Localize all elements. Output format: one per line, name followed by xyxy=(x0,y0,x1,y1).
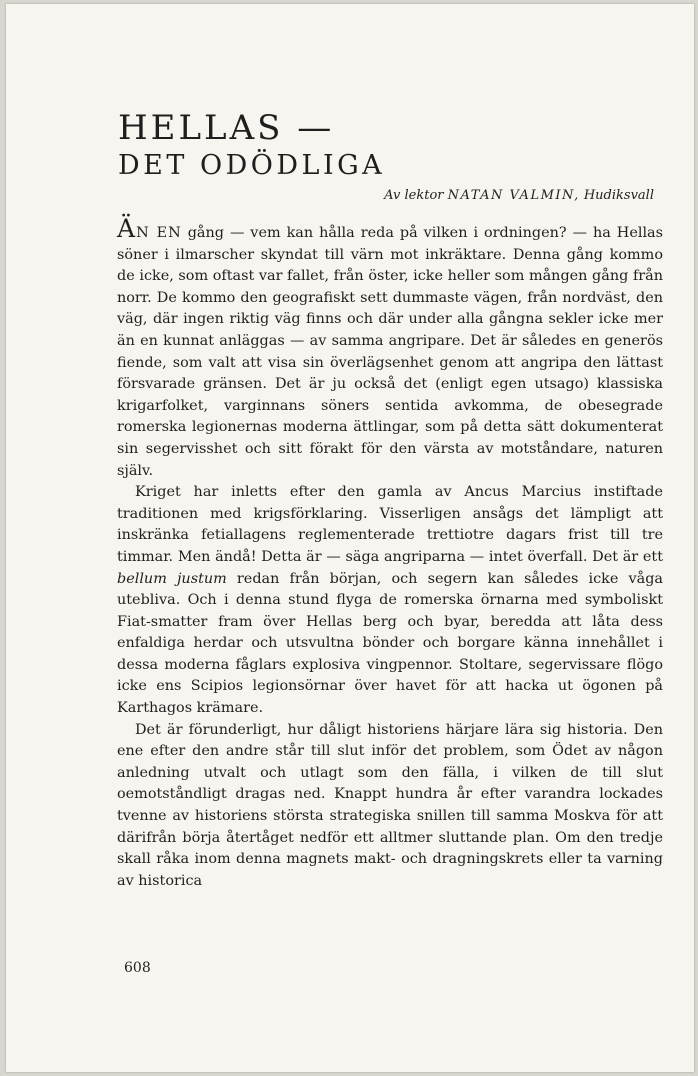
title-line-1: HELLAS — xyxy=(118,107,335,148)
byline xyxy=(384,188,654,203)
paragraph-3-text: Det är förunderligt, hur dåligt historiens härjare lära sig historia. Den ene efter den andre står till slut inför det problem, som Ödet av någon anledning utvalt och utlagt som den fälla, i vilken de till slut oemotståndligt dragas ned. Knappt hundra år efter varandra lockades tvenne av historiens största strategiska snillen till samma Moskva för att därifrån börja återtåget nedför ett alltmer sluttande plan. Om den tredje skall råka inom denna magnets makt- och dragningskrets eller ta varning av historica xyxy=(117,721,663,889)
italic-phrase: bellum justum xyxy=(117,570,227,587)
article-body xyxy=(117,214,664,892)
article-title xyxy=(118,109,385,185)
small-caps-opening: N EN xyxy=(136,225,182,241)
paragraph-1-text: gång — vem kan hålla reda på vilken i ordningen? — ha Hellas söner i ilmarscher skyndat till värn mot inkräktare. Denna gång kommo de icke, som oftast var fallet, från öster, icke heller som mången gång från norr. De kommo den geografiskt sett dummaste vägen, från nordväst, den väg, där ingen riktig väg finns och där under alla gångna sekler icke mer än en kunnat anläggas — av samma angripare. Det är således en generös fiende, som valt att visa sin överlägsenhet genom att angripa den lättast försvarade gränsen. Det är ju också det (enligt egen utsago) klassiska krigarfolket, varginnans söners sentida avkomma, de obesegrade romerska legionernas moderna ättlingar, som på detta sätt dokumenterat sin segervisshet och sitt förakt för den värsta av motståndare, naturen själv. xyxy=(117,225,664,479)
paragraph-3 xyxy=(117,720,663,893)
author-place: Hudiksvall xyxy=(583,188,654,203)
byline-prefix: Av lektor xyxy=(384,188,444,203)
paragraph-1 xyxy=(117,214,664,482)
paragraph-2-text-before: Kriget har inletts efter den gamla av Ancus Marcius instiftade traditionen med krigsförklaring. Visserligen ansågs det lämpligt att inskränka fetiallagens reglementerade trettiotre dagars frist till tre timmar. Men ändå! Detta är — säga angriparna — intet överfall. Det är ett xyxy=(117,484,663,565)
magazine-page xyxy=(6,4,694,1072)
title-line-2: DET ODÖDLIGA xyxy=(118,149,386,181)
drop-cap: Ä xyxy=(117,214,137,243)
paragraph-2-text-after: redan från början, och segern kan således icke våga utebliva. Och i denna stund flyga de romerska örnarna med symboliskt Fiat-smatter fram över Hellas berg och byar, beredda att låta dess enfaldiga herdar och utsvultna bönder och borgare känna innehållet i dessa moderna fåglars explosiva vingpennor. Stoltare, segervissare flögo icke ens Scipios legionsörnar över havet för att hacka ut ögonen på Karthagos krämare. xyxy=(117,570,664,717)
author-name: NATAN VALMIN, xyxy=(447,188,580,203)
page-number: 608 xyxy=(124,960,151,976)
paragraph-2 xyxy=(117,482,663,720)
